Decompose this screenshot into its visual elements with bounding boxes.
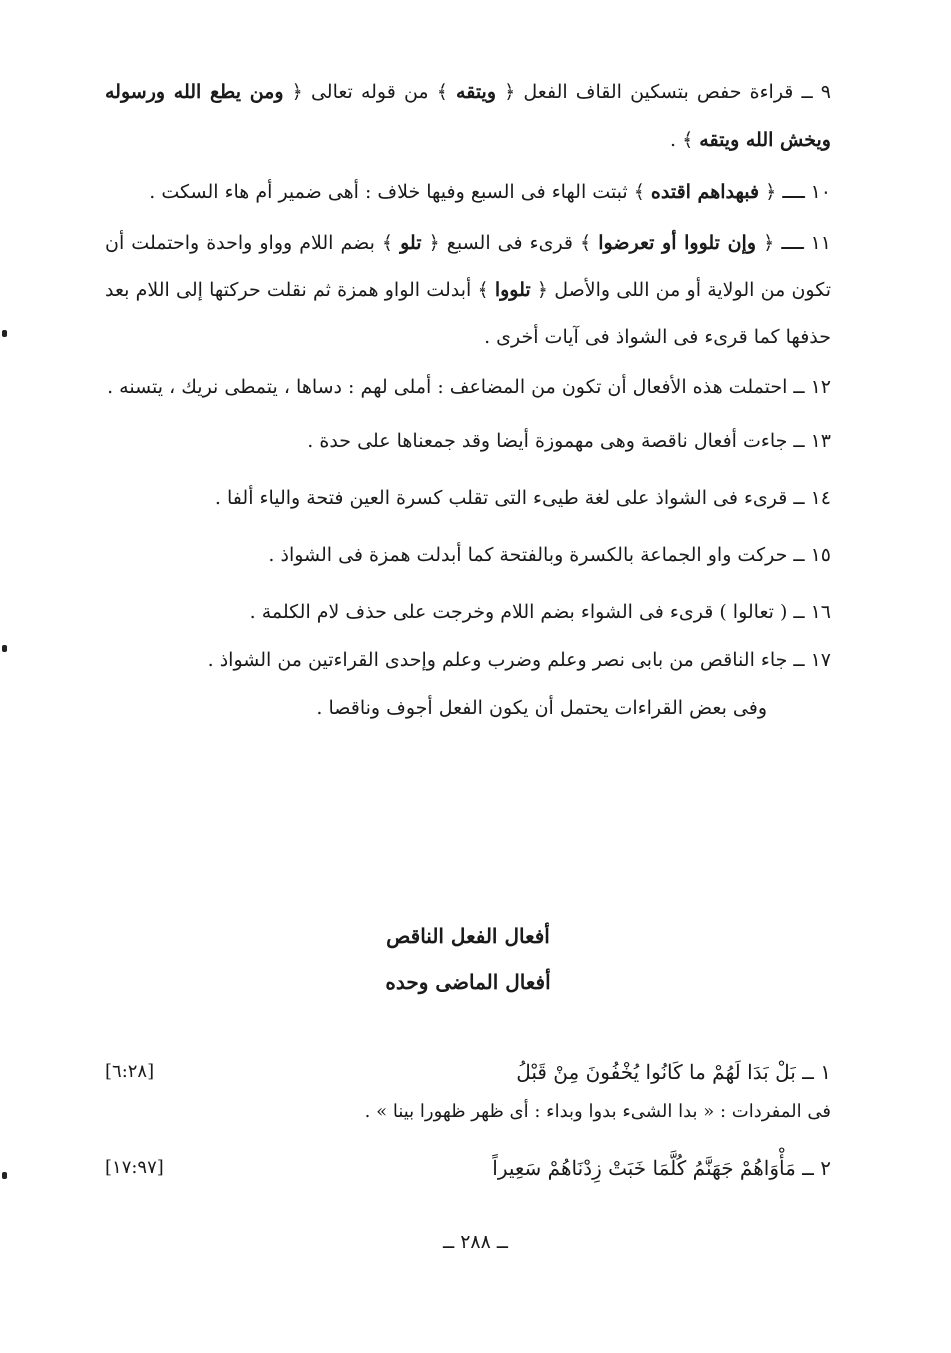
footnote-17: ١٧ ــ جاء الناقص من بابى نصر وعلم وضرب وعلم وإحدى القراءتين من الشواذ . xyxy=(207,649,831,671)
quran-word: تلووا xyxy=(494,279,531,301)
footnote-9 xyxy=(105,68,831,164)
footnote-text: ﴾ من قوله تعالى ﴿ xyxy=(283,81,457,103)
footnote-text: ١١ ــ ﴿ xyxy=(756,232,831,254)
page-number: ــ ٢٨٨ ــ xyxy=(443,1231,508,1253)
footnote-text: ﴾ قرىء فى السبع ﴿ xyxy=(421,232,599,254)
verse-text: ٢ ــ مَأْوَاهُمْ جَهَنَّمُ كُلَّمَا خَبَتْ زِدْنَاهُمْ سَعِيراً xyxy=(492,1156,831,1180)
quran-quote: فبهداهم اقتده xyxy=(650,181,760,203)
quran-quote: ومن يطع الله ورسوله ويخش الله ويتقه xyxy=(105,81,831,151)
verse-reference: [١٧:٩٧] xyxy=(105,1157,164,1178)
section-title: أفعال الفعل الناقص xyxy=(386,924,550,948)
footnote-16: ١٦ ــ ( تعالوا ) قرىء فى الشواء بضم اللام وخرجت على حذف لام الكلمة . xyxy=(249,601,831,623)
verse-text: ١ ــ بَلْ بَدَا لَهُمْ ما كَانُوا يُخْفُونَ مِنْ قَبْلُ xyxy=(516,1060,831,1084)
footnote-text: ﴾ . xyxy=(670,129,700,151)
verse-entry xyxy=(105,1052,831,1092)
footnote-15: ١٥ ــ حركت واو الجماعة بالكسرة وبالفتحة كما أبدلت همزة فى الشواذ . xyxy=(268,544,831,566)
footnote-10 xyxy=(105,168,831,216)
margin-mark xyxy=(2,645,7,652)
quran-word: تلو xyxy=(400,232,422,254)
quran-word: ويتقه xyxy=(456,81,497,103)
verse-entry xyxy=(105,1148,831,1188)
verse-reference: [٦:٢٨] xyxy=(105,1061,155,1082)
footnote-text: ﴾ بضم اللام وواو واحدة واحتملت أن تكون من الولاية أو من اللى والأصل ﴿ xyxy=(105,232,831,301)
footnote-11 xyxy=(105,220,831,361)
margin-mark xyxy=(2,1172,7,1179)
footnote-text: ﴾ ثبتت الهاء فى السبع وفيها خلاف : أهى ضمير أم هاء السكت . xyxy=(149,181,651,203)
section-subtitle: أفعال الماضى وحده xyxy=(385,970,551,994)
margin-mark xyxy=(2,330,7,337)
footnote-14: ١٤ ــ قرىء فى الشواذ على لغة طيىء التى تقلب كسرة العين فتحة والياء ألفا . xyxy=(214,487,831,509)
footnote-13: ١٣ ــ جاءت أفعال ناقصة وهى مهموزة أيضا وقد جمعناها على حدة . xyxy=(307,430,831,452)
footnote-12: ١٢ ــ احتملت هذه الأفعال أن تكون من المضاعف : أملى لهم : دساها ، يتمطى نريك ، يتسنه . xyxy=(107,376,831,398)
closing-remark: وفى بعض القراءات يحتمل أن يكون الفعل أجوف وناقصا . xyxy=(316,697,767,719)
footnotes-block xyxy=(105,68,831,732)
quran-quote: وإن تلووا أو تعرضوا xyxy=(598,232,757,254)
footnote-text: ﴾ أبدلت الواو همزة ثم نقلت حركتها إلى اللام بعد حذفها كما قرىء فى الشواذ فى آيات أخرى . xyxy=(105,279,831,348)
footnote-text: ١٠ ــ ﴿ xyxy=(759,181,831,203)
vocabulary-note: فى المفردات : « بدا الشىء بدوا وبداء : أى ظهر ظهورا بينا » . xyxy=(364,1101,831,1122)
footnote-text: ٩ ــ قراءة حفص بتسكين القاف الفعل ﴿ xyxy=(496,81,831,103)
